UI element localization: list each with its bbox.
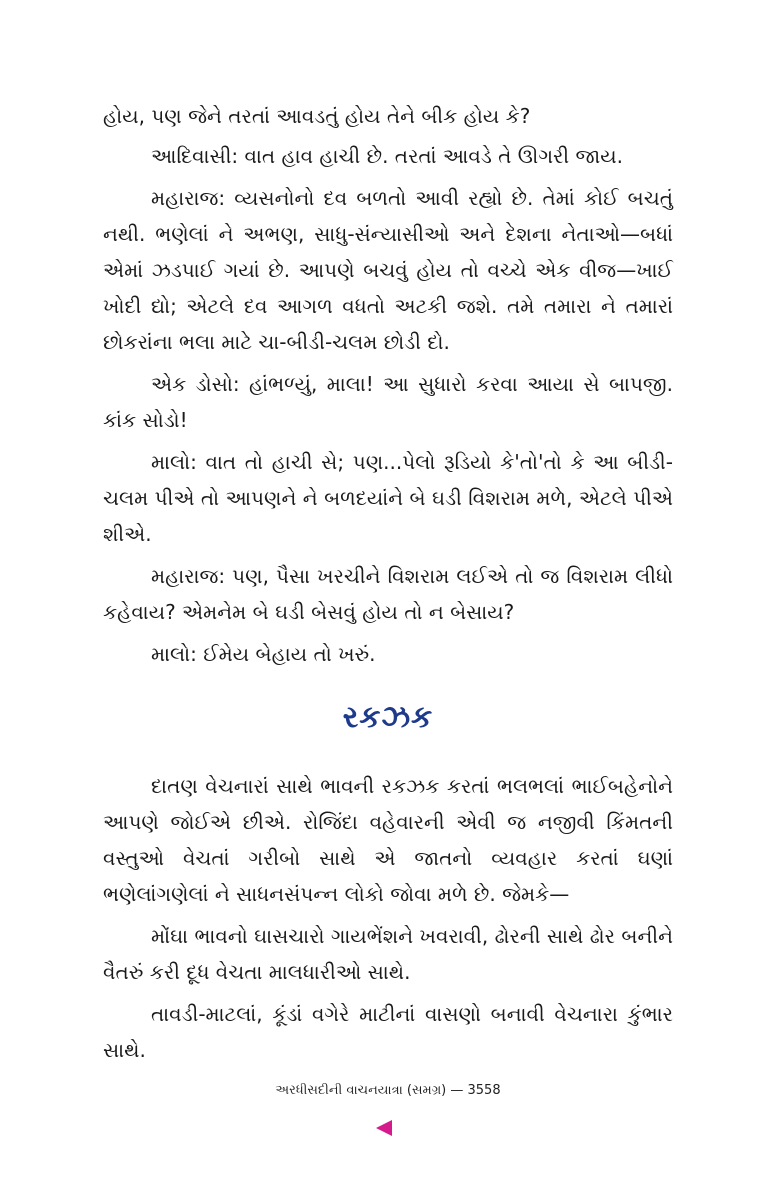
- paragraph: દાતણ વેચનારાં સાથે ભાવની રકઝક કરતાં ભલભલાં ભાઈબહેનોને આપણે જોઈએ છીએ. રોજિંદા વહેવારની એવી જ નજીવી કિંમતની વસ્તુઓ વેચતાં ગરીબો સાથે એ જાતનો વ્યવહાર કરતાં ઘણાં ભણેલાંગણેલાં ને સાધનસંપન્ન લોકો જોવા મળે છે. જેમકે—: [103, 774, 673, 906]
- paragraph: આદિવાસી: વાત હાવ હાચી છે. તરતાં આવડે તે ઊગરી જાય.: [151, 144, 623, 168]
- paragraph: મહારાજ: પણ, પૈસા ખરચીને વિશરામ લઈએ તો જ વિશરામ લીધો કહેવાય? એમનેમ બે ઘડી બેસવું હોય તો ન બેસાય?: [103, 564, 673, 624]
- paragraph: માલો: ઈમેય બેહાય તો ખરું.: [151, 642, 376, 666]
- section-title: રકઝક: [342, 700, 434, 735]
- paragraph: તાવડી-માટલાં, કૂંડાં વગેરે માટીનાં વાસણો બનાવી વેચનારા કુંભાર સાથે.: [103, 1002, 673, 1062]
- paragraph: મહારાજ: વ્યસનોનો દવ બળતો આવી રહ્યો છે. તેમાં કોઈ બચતું નથી. ભણેલાં ને અભણ, સાધુ-સંન્યાસીઓ અને દેશના નેતાઓ—બધાં એમાં ઝડપાઈ ગયાં છે. આપણે બચવું હોય તો વચ્ચે એક વીજ—ખાઈ ખોદી દ્યો; એટલે દવ આગળ વધતો અટકી જશે. તમે તમારા ને તમારાં છોકરાંના ભલા માટે ચા-બીડી-ચલમ છોડી દો.: [103, 186, 673, 354]
- page-footer: અરધીસદીની વાચનયાત્રા (સમગ્ર) — 3558: [275, 1083, 501, 1098]
- paragraph: હોય, પણ જેને તરતાં આવડતું હોય તેને બીક હોય કે?: [103, 104, 531, 128]
- previous-page-icon[interactable]: [376, 1120, 392, 1136]
- dialogue-block: [103, 98, 673, 672]
- essay-block: [103, 768, 673, 1068]
- paragraph: એક ડોસો: હાંભળ્યું, માલા! આ સુધારો કરવા આયા સે બાપજી. કાંક સોડો!: [103, 372, 673, 432]
- paragraph: માલો: વાત તો હાચી સે; પણ...પેલો રૂડિયો કે'તો'તો કે આ બીડી-ચલમ પીએ તો આપણને ને બળદયાંને બે ઘડી વિશરામ મળે, એટલે પીએ શીએ.: [103, 450, 673, 546]
- paragraph: મોંઘા ભાવનો ઘાસચારો ગાયભેંશને ખવરાવી, ઢોરની સાથે ઢોર બનીને વૈતરું કરી દૂધ વેચતા માલધારીઓ સાથે.: [103, 924, 673, 984]
